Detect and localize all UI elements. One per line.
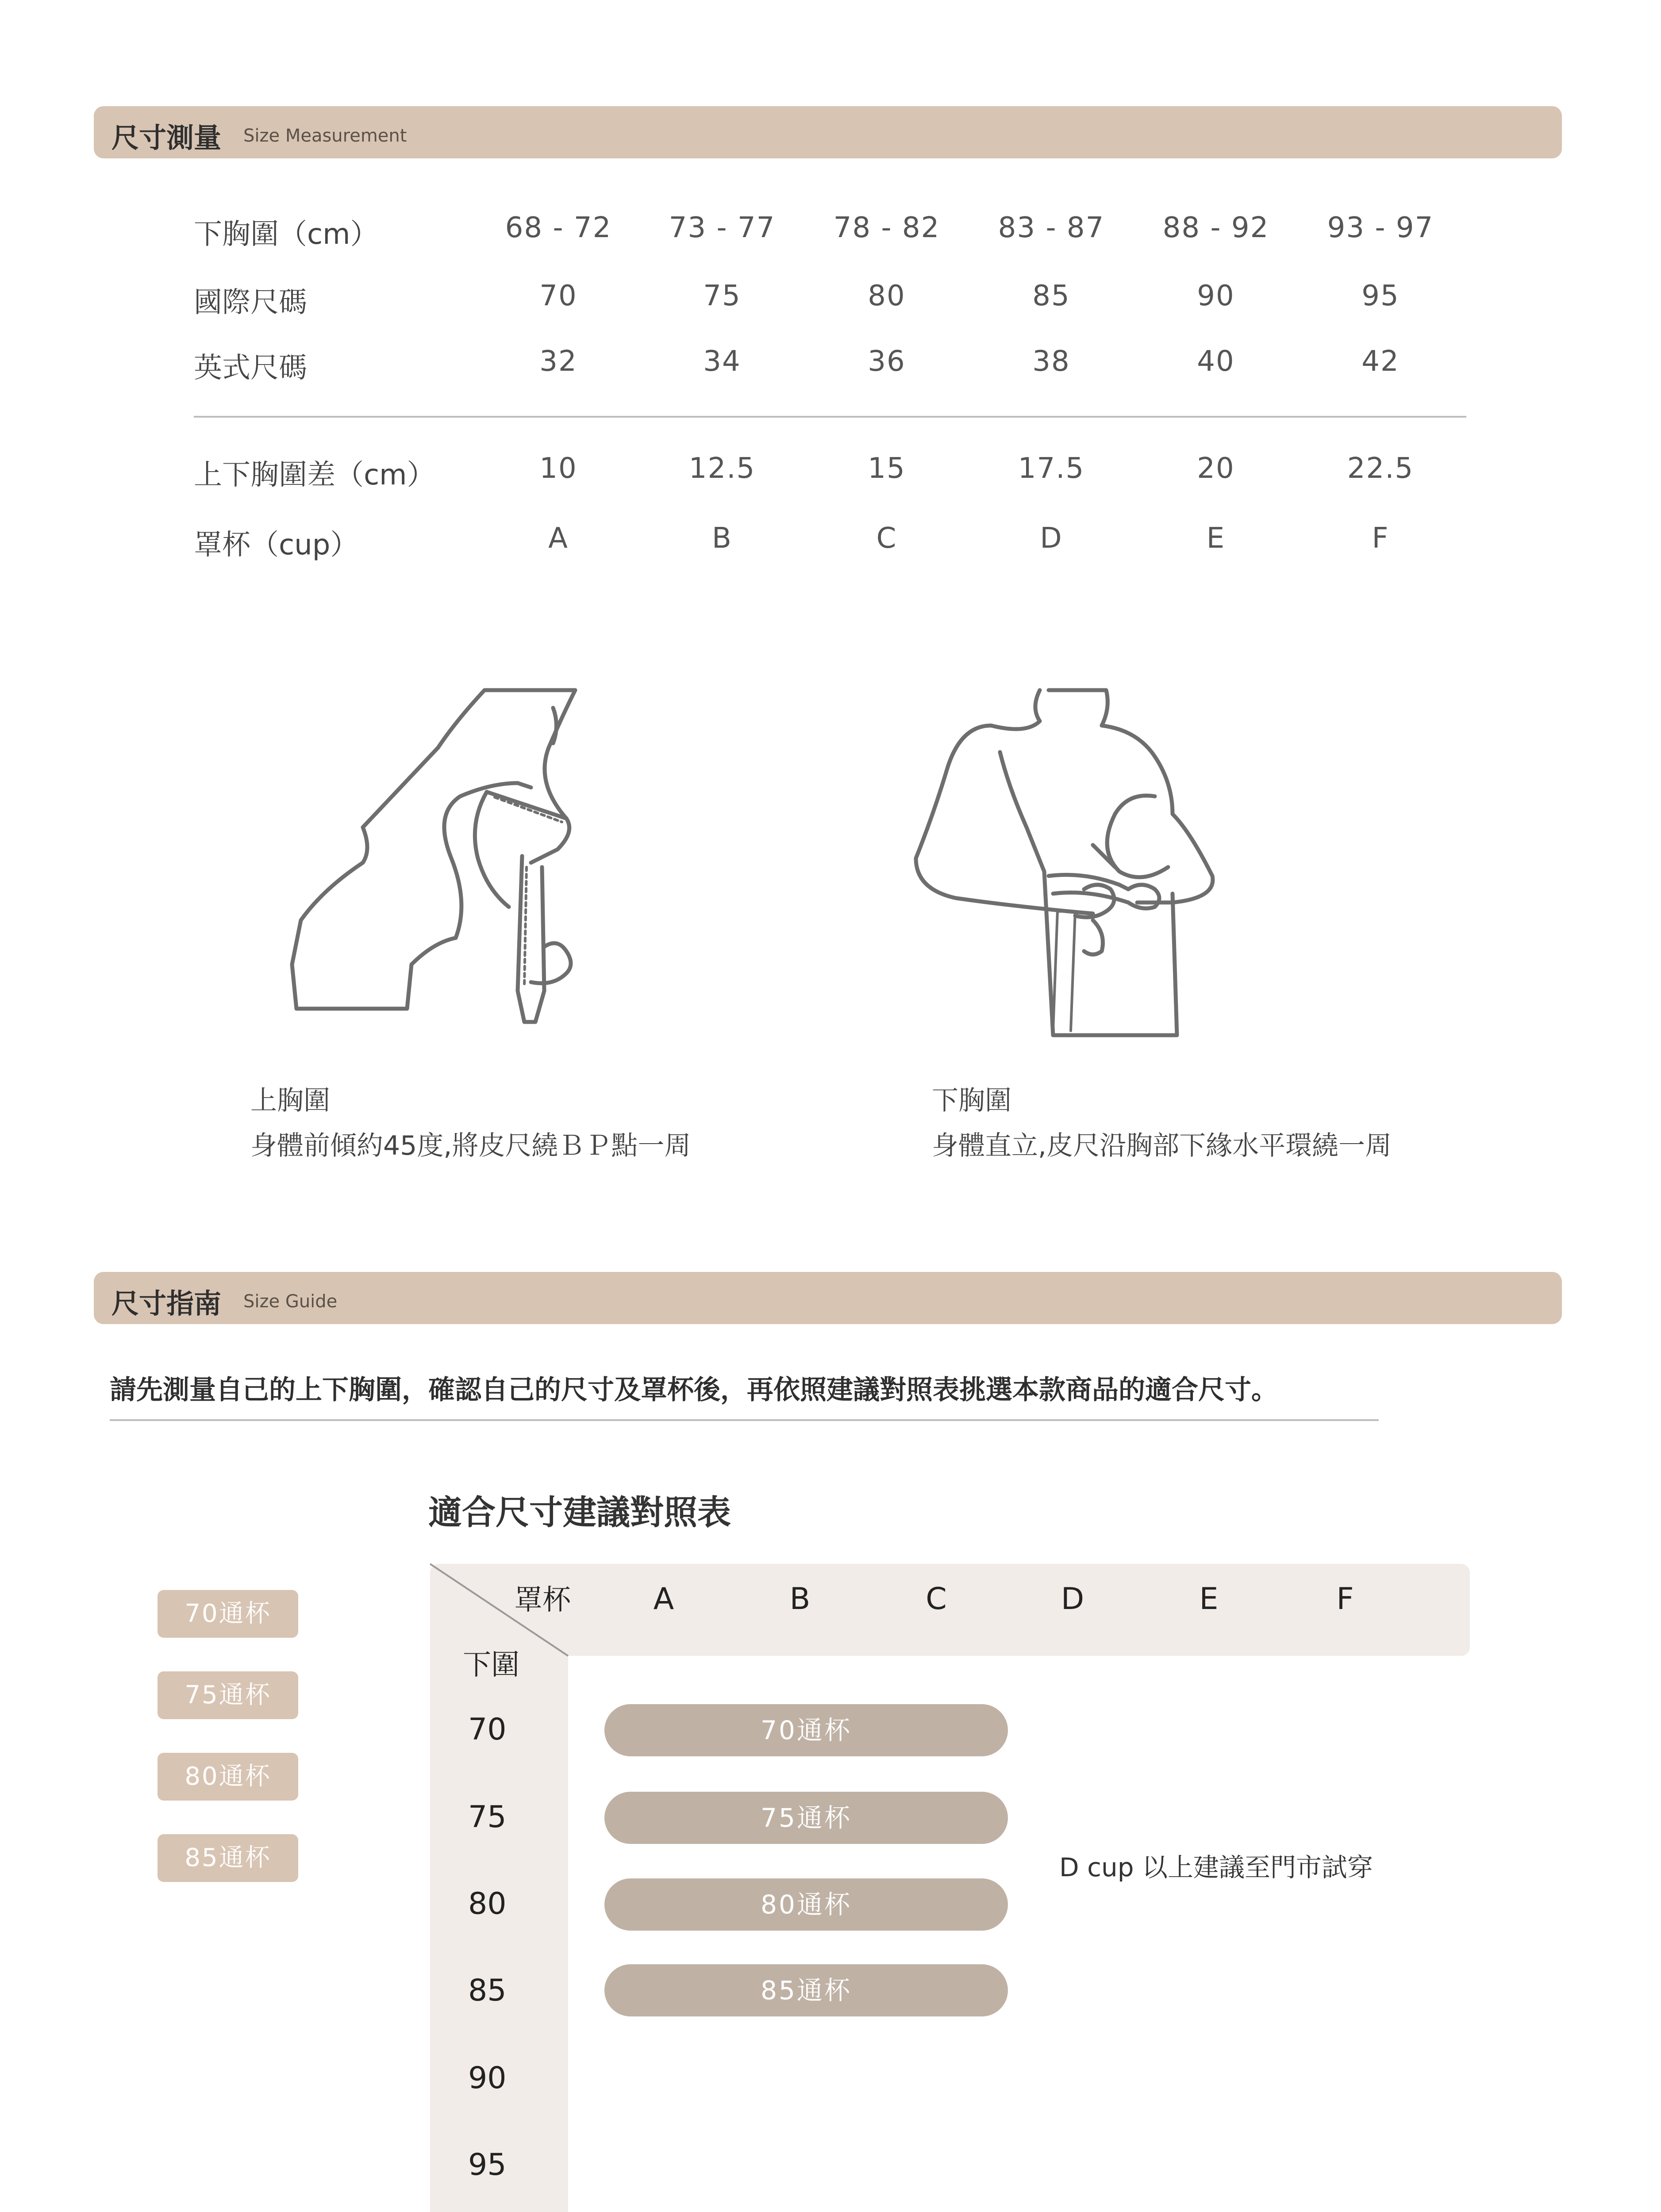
table-cell: A: [548, 522, 569, 555]
upper-bust-figure-icon: [283, 681, 602, 1035]
table-cell: 10: [539, 452, 577, 485]
table-cell: D: [1040, 522, 1063, 555]
guide-divider: [110, 1419, 1379, 1421]
section-subtitle: Size Guide: [243, 1291, 338, 1312]
table-cell: 38: [1032, 345, 1070, 378]
row-label-underbust: 下胸圍（cm）: [194, 218, 379, 251]
corner-band-label: 下圍: [463, 1649, 519, 1682]
table-cell: 90: [1197, 280, 1235, 312]
table-cell: 93 - 97: [1327, 211, 1434, 244]
band-row-label: 70: [468, 1712, 507, 1747]
lower-bust-figure-icon: [907, 681, 1226, 1044]
table-cell: 70: [539, 280, 577, 312]
dcup-note: D cup 以上建議至門市試穿: [1059, 1852, 1373, 1882]
band-row-label: 85: [468, 1973, 507, 2008]
cup-header: F: [1336, 1582, 1354, 1617]
table-cell: 73 - 77: [669, 211, 776, 244]
table-cell: 80: [868, 280, 906, 312]
upper-bust-title: 上胸圍: [250, 1085, 330, 1116]
table-cell: 68 - 72: [505, 211, 612, 244]
table-cell: 85: [1032, 280, 1070, 312]
table-cell: E: [1206, 522, 1226, 555]
section-subtitle: Size Measurement: [243, 126, 407, 146]
band-row-label: 90: [468, 2061, 507, 2096]
table-cell: 22.5: [1347, 452, 1414, 485]
fit-pill: 70通杯: [604, 1704, 1008, 1756]
legend-tag: 75通杯: [158, 1671, 298, 1719]
table-cell: 75: [703, 280, 741, 312]
row-label-cup: 罩杯（cup）: [194, 529, 359, 561]
corner-cup-label: 罩杯: [514, 1584, 571, 1617]
fit-pill: 80通杯: [604, 1878, 1008, 1931]
upper-bust-desc: 身體前傾約45度,將皮尺繞ＢＰ點一周: [250, 1130, 691, 1161]
table-cell: 88 - 92: [1162, 211, 1269, 244]
legend-tag: 80通杯: [158, 1753, 298, 1801]
table-cell: 17.5: [1018, 452, 1085, 485]
table-cell: 83 - 87: [998, 211, 1105, 244]
table-cell: 12.5: [688, 452, 756, 485]
table-cell: B: [712, 522, 732, 555]
fit-pill: 75通杯: [604, 1792, 1008, 1844]
table-cell: 15: [868, 452, 906, 485]
legend-tag: 70通杯: [158, 1590, 298, 1638]
cup-header: B: [789, 1582, 811, 1617]
table-cell: 32: [539, 345, 577, 378]
guide-instruction: 請先測量自己的上下胸圍，確認自己的尺寸及罩杯後，再依照建議對照表挑選本款商品的適合尺寸。: [110, 1375, 1278, 1406]
table-cell: 40: [1197, 345, 1235, 378]
cup-header: C: [926, 1582, 947, 1617]
guide-section-header: [94, 1272, 1562, 1324]
section-title: 尺寸測量: [112, 122, 222, 154]
table-divider: [194, 416, 1466, 418]
table-cell: 36: [868, 345, 906, 378]
table-cell: 78 - 82: [833, 211, 940, 244]
band-row-label: 75: [468, 1800, 507, 1835]
table-cell: C: [876, 522, 897, 555]
row-label-uk-size: 英式尺碼: [194, 352, 307, 384]
table-cell: F: [1372, 522, 1389, 555]
cup-header: A: [653, 1582, 674, 1617]
band-row-label: 80: [468, 1886, 507, 1921]
table-cell: 42: [1361, 345, 1400, 378]
table-cell: 95: [1361, 280, 1400, 312]
measure-section-header: [94, 106, 1562, 158]
row-label-intl-size: 國際尺碼: [194, 286, 307, 319]
lower-bust-title: 下胸圍: [932, 1085, 1011, 1116]
legend-tag: 85通杯: [158, 1834, 298, 1882]
table-cell: 20: [1197, 452, 1235, 485]
lower-bust-desc: 身體直立,皮尺沿胸部下緣水平環繞一周: [932, 1130, 1392, 1161]
section-title: 尺寸指南: [112, 1287, 222, 1320]
fit-pill: 85通杯: [604, 1964, 1008, 2016]
table-cell: 34: [703, 345, 741, 378]
fit-table-title: 適合尺寸建議對照表: [428, 1493, 731, 1532]
cup-header: D: [1061, 1582, 1084, 1617]
row-label-bust-diff: 上下胸圍差（cm）: [194, 459, 435, 492]
cup-header: E: [1199, 1582, 1219, 1617]
band-row-label: 95: [468, 2147, 507, 2182]
